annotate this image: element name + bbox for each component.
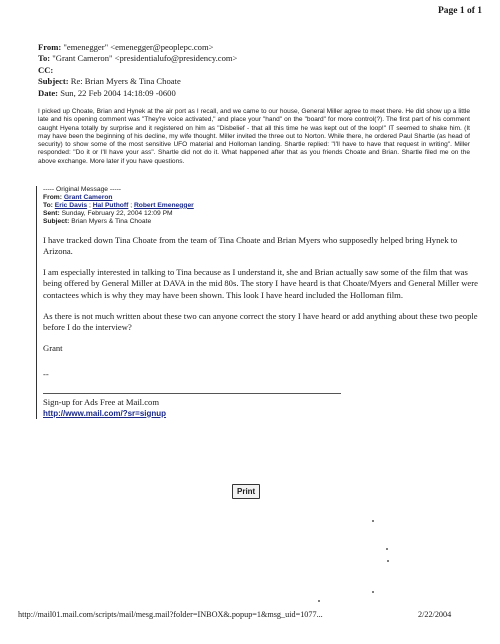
signature-dashes: -- (43, 368, 49, 379)
scan-speck (386, 548, 388, 550)
to-label: To: (38, 53, 51, 64)
original-paragraph: I have tracked down Tina Choate from the team of Tina Choate and Brian Myers who supposedly helped bring Hynek to Arizona. (43, 234, 458, 257)
signature: Grant (43, 342, 63, 353)
recipient-link-robert-emenegger[interactable]: Robert Emenegger (133, 201, 194, 209)
from-label: From: (38, 42, 62, 52)
from-value: "emenegger" <emenegger@peoplepc.com> (63, 42, 214, 52)
subject-label: Subject: (38, 76, 69, 87)
print-button[interactable]: Print (232, 484, 260, 499)
original-sent-label: Sent: (43, 209, 60, 217)
cc-row (38, 65, 478, 76)
original-message-header (43, 186, 479, 226)
from-row (38, 42, 478, 53)
cc-label: CC: (38, 64, 54, 75)
original-to-row: To: Eric Davis ; Hal Puthoff ; Robert Emenegger (43, 201, 194, 209)
subject-value: Re: Brian Myers & Tina Choate (70, 76, 181, 87)
to-row (38, 53, 478, 64)
original-to-label: To: (43, 201, 53, 209)
reply-body: I picked up Choate, Brian and Hynek at the air port as I recall, and we came to our house, General Miller agree to meet there. He did show up a little late and his opening comment was "They're voice activated," and place your "hand" on the "board" for more control(?). The first part of his comment caught Hyena totally by surprise and it registered on him as "Disbelief - that all this time he was kept out of the loop!" IT seemed to shake him. (It may have been the beginning of his decline, my wife thought. Miller invited the three out to Norton. While there, he ordered Paul Shartle (as head of security) to show some of the most sensitive UFO material and Holloman landing. Shartle replied: "I'll have to have that request in writing". Miller responded: "Do it or I'll have your ass". Shartle did not do it. What happened after that as you friends Choate and Brian. Shartle filed me on the above exchange. More later if you have questions. (38, 108, 470, 165)
original-from-row (43, 194, 479, 202)
original-from-link[interactable]: Grant Cameron (63, 193, 113, 201)
recipient-link-hal-puthoff[interactable]: Hal Puthoff (92, 201, 129, 209)
recipient-link-eric-davis[interactable]: Eric Davis (54, 201, 88, 209)
original-divider: ----- Original Message ----- (43, 186, 122, 193)
to-value: "Grant Cameron" <presidentialufo@presidency.com> (52, 53, 238, 64)
original-sent-value: Sunday, February 22, 2004 12:09 PM (61, 209, 173, 217)
date-row (38, 88, 478, 99)
date-label: Date: (38, 87, 59, 98)
subject-row (38, 76, 478, 87)
date-value: Sun, 22 Feb 2004 14:18:09 -0600 (60, 87, 176, 98)
original-subject-value: Brian Myers & Tina Choate (71, 217, 152, 225)
email-header (38, 42, 478, 99)
scan-speck (318, 600, 320, 602)
original-subject-label: Subject: (43, 217, 70, 225)
page-number: Page 1 of 1 (437, 6, 482, 16)
ad-footer (43, 397, 479, 419)
signature-divider (43, 393, 341, 394)
quoted-message (36, 186, 479, 419)
ad-text: Sign-up for Ads Free at Mail.com (43, 396, 159, 407)
original-from-label: From: (43, 193, 62, 201)
scan-speck (372, 520, 374, 522)
scan-speck (387, 560, 389, 562)
original-sent-row (43, 210, 479, 218)
footer-date: 2/22/2004 (418, 610, 452, 619)
original-paragraph: I am especially interested in talking to Tina because as I understand it, she and Brian actually saw some of the film that was being offered by General Miller at DAVA in the mid 80s. The story I have heard is that Choate/Myers and General Miller were contactees which is why they may have been shown. This look I have heard included the Holloman film. (43, 266, 478, 300)
footer-url: http://mail01.mail.com/scripts/mail/mesg.mail?folder=INBOX&.popup=1&msg_uid=1077... (18, 610, 323, 619)
original-subject-row (43, 218, 479, 226)
signup-link[interactable]: http://www.mail.com/?sr=signup (43, 408, 167, 418)
scan-speck (372, 591, 374, 593)
original-paragraph: As there is not much written about these two can anyone correct the story I have heard or add anything about these two people before I do the interview? (43, 310, 478, 333)
